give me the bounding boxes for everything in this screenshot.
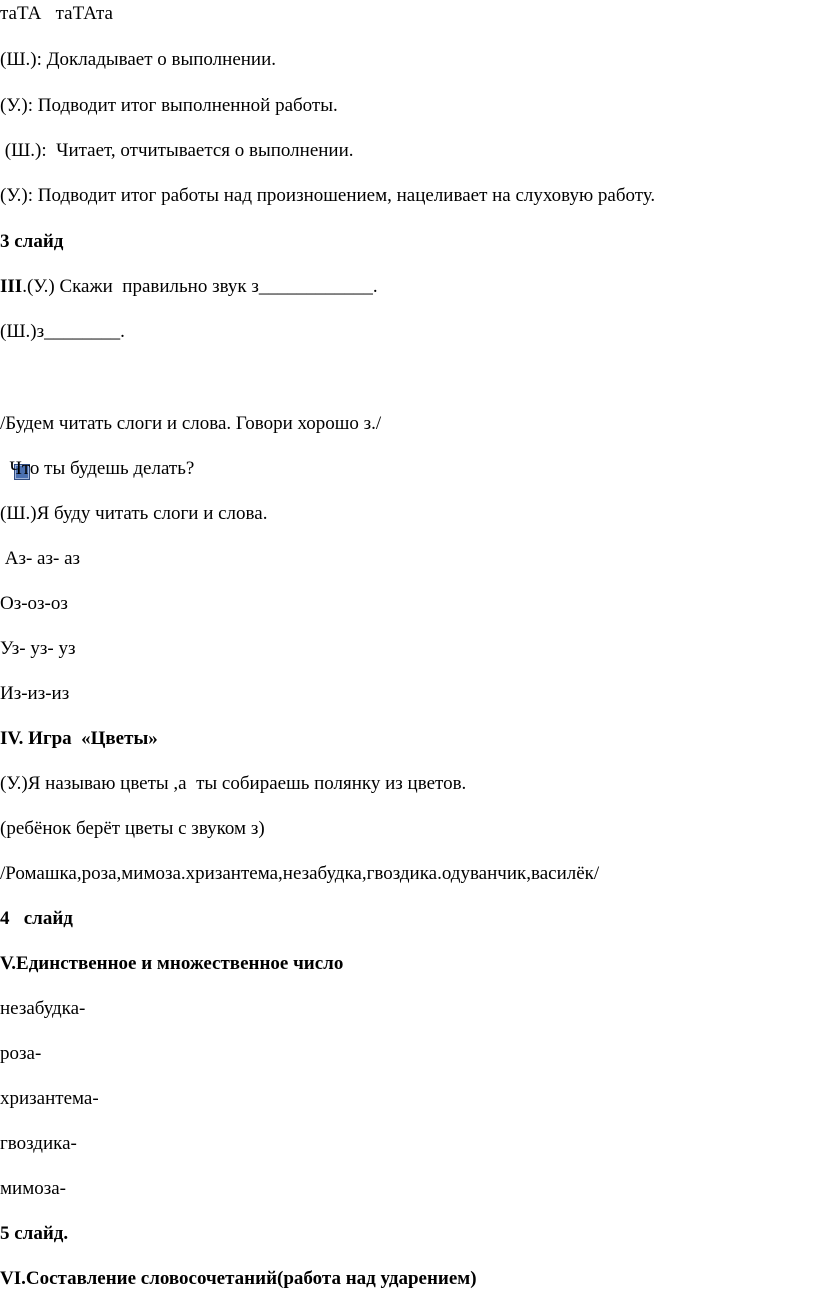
word-line-mimoza: мимоза- — [0, 1178, 66, 1199]
text-line-greeting: таТА таТАта — [0, 3, 113, 24]
text-line-student-answer: (Ш.)Я буду читать слоги и слова. — [0, 503, 268, 524]
text-line-flower-list: /Ромашка,роза,мимоза.хризантема,незабудка,гвоздика.одуванчик,василёк/ — [0, 863, 600, 884]
text-line-teacher-pronunciation: (У.): Подводит итог работы над произношением, нацеливает на слуховую работу. — [0, 185, 656, 206]
word-line-gvozdika: гвоздика- — [0, 1133, 77, 1154]
text-line-game-instruction: (У.)Я называю цветы ,а ты собираешь полянку из цветов. — [0, 773, 467, 794]
text-line-teacher-summary: (У.): Подводит итог выполненной работы. — [0, 95, 338, 116]
syllable-line-uz: Уз- уз- уз — [0, 638, 76, 659]
syllable-line-az: Аз- аз- аз — [0, 548, 81, 569]
heading-game-flowers: IV. Игра «Цветы» — [0, 728, 158, 749]
heading-word-combinations: VI.Составление словосочетаний(работа над ударением) — [0, 1268, 477, 1289]
text-line-student-report: (Ш.): Докладывает о выполнении. — [0, 49, 277, 70]
word-line-roza: роза- — [0, 1043, 42, 1064]
syllable-line-iz: Из-из-из — [0, 683, 70, 704]
text-line-student-reads: (Ш.): Читает, отчитывается о выполнении. — [0, 140, 354, 161]
section-number-3: III — [0, 276, 23, 297]
heading-slide-4: 4 слайд — [0, 908, 73, 929]
text-line-student-sound: (Ш.)з________. — [0, 321, 125, 342]
heading-slide-3: 3 слайд — [0, 231, 64, 252]
text-line-child-takes: (ребёнок берёт цветы с звуком з) — [0, 818, 265, 839]
text-line-read-syllables: /Будем читать слоги и слова. Говори хорошо з./ — [0, 413, 382, 434]
heading-singular-plural: V.Единственное и множественное число — [0, 953, 344, 974]
word-line-nezabudka: незабудка- — [0, 998, 86, 1019]
word-line-khrizantema: хризантема- — [0, 1088, 99, 1109]
text-say-sound: .(У.) Скажи правильно звук з____________. — [22, 276, 378, 297]
syllable-line-oz: Оз-оз-оз — [0, 593, 68, 614]
heading-slide-5: 5 слайд. — [0, 1223, 69, 1244]
text-line-what-will-you-do: Что ты будешь делать? — [0, 458, 195, 479]
text-line-say-sound — [0, 275, 378, 299]
